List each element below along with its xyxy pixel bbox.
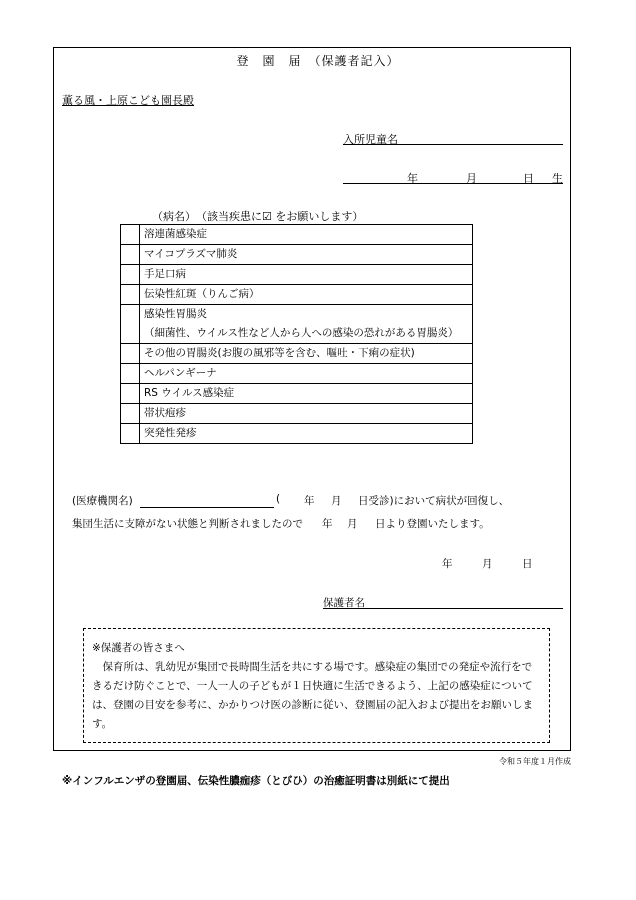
disease-name-cell (140, 305, 473, 344)
return-year-label: 年 (322, 518, 333, 530)
disease-checkbox[interactable] (121, 225, 140, 245)
table-row (121, 424, 473, 444)
form-title: 登 園 届 （保護者記入） (236, 54, 400, 68)
disease-section-header: （病名） （該当疾患に☑ をお願いします） (152, 210, 364, 223)
medical-institution-label: (医療機関名) (72, 495, 133, 507)
disease-checkbox[interactable] (121, 404, 140, 424)
notice-heading: ※保護者の皆さまへ (92, 642, 185, 654)
disease-checkbox[interactable] (121, 364, 140, 384)
table-row (121, 305, 473, 344)
disease-checkbox[interactable] (121, 305, 140, 344)
birth-day-label: 日 (523, 172, 534, 185)
disease-checkbox[interactable] (121, 384, 140, 404)
guardian-notice-box (83, 628, 550, 743)
disease-checkbox[interactable] (121, 265, 140, 285)
table-row (121, 344, 473, 364)
disease-table (120, 224, 473, 444)
disease-checkbox[interactable] (121, 245, 140, 265)
disease-checkbox[interactable] (121, 344, 140, 364)
consult-text: 日受診)において病状が回復し、 (358, 495, 510, 507)
return-month-label: 月 (347, 518, 358, 530)
disease-checkbox[interactable] (121, 424, 140, 444)
sign-year-label: 年 (442, 558, 453, 570)
addressee: 薫る風・上原こども園長殿 (62, 94, 194, 107)
return-day-text: 日より登園いたします。 (375, 518, 490, 530)
disease-detail: （細菌性、ウイルス性など人から人への感染の恐れがある胃腸炎） (144, 327, 459, 339)
sign-day-label: 日 (522, 558, 533, 570)
disease-checkbox[interactable] (121, 285, 140, 305)
child-name-line[interactable] (343, 144, 563, 145)
table-row (121, 384, 473, 404)
disease-name: ヘルパンギーナ (140, 364, 473, 384)
sign-month-label: 月 (482, 558, 493, 570)
disease-name: 伝染性紅斑（りんご病） (140, 285, 473, 305)
disease-name: その他の胃腸炎(お腹の風邪等を含む、嘔吐・下痢の症状) (140, 344, 473, 364)
statement-line2-prefix: 集団生活に支障がない状態と判断されましたので (72, 518, 303, 530)
disease-name: 手足口病 (140, 265, 473, 285)
disease-name: 溶連菌感染症 (140, 225, 473, 245)
birth-date-line (343, 183, 563, 184)
guardian-name-line[interactable] (323, 608, 563, 609)
birth-month-label: 月 (466, 172, 477, 185)
consult-year-label: 年 (304, 495, 315, 507)
table-row (121, 245, 473, 265)
disease-name: 帯状疱疹 (140, 404, 473, 424)
consult-month-label: 月 (331, 495, 342, 507)
disease-name: RS ウイルス感染症 (140, 384, 473, 404)
birth-suffix-label: 生 (552, 172, 563, 185)
disease-name: 突発性発疹 (140, 424, 473, 444)
footnote: ※インフルエンザの登園届、伝染性膿痂疹（とびひ）の治癒証明書は別紙にて提出 (62, 775, 450, 787)
child-name-label: 入所児童名 (343, 133, 398, 146)
birth-year-label: 年 (407, 172, 418, 185)
disease-name: マイコプラズマ肺炎 (140, 245, 473, 265)
disease-name: 感染性胃腸炎 (144, 308, 207, 320)
medical-institution-line[interactable] (140, 507, 274, 508)
table-row (121, 404, 473, 424)
guardian-name-label: 保護者名 (323, 597, 365, 609)
table-row (121, 265, 473, 285)
table-row (121, 285, 473, 305)
table-row (121, 364, 473, 384)
table-row (121, 225, 473, 245)
notice-body: 保育所は、乳幼児が集団で長時間生活を共にする場です。感染症の集団での発症や流行をできるだけ防ぐことで、一人一人の子どもが１日快適に生活できるよう、上記の感染症については、登園の目安を参考に、かかりつけ医の診断に従い、登園届の記入および提出をお願いします。 (92, 661, 533, 730)
consult-open-paren: ( (276, 493, 281, 505)
created-note: 令和５年度１月作成 (499, 757, 571, 766)
